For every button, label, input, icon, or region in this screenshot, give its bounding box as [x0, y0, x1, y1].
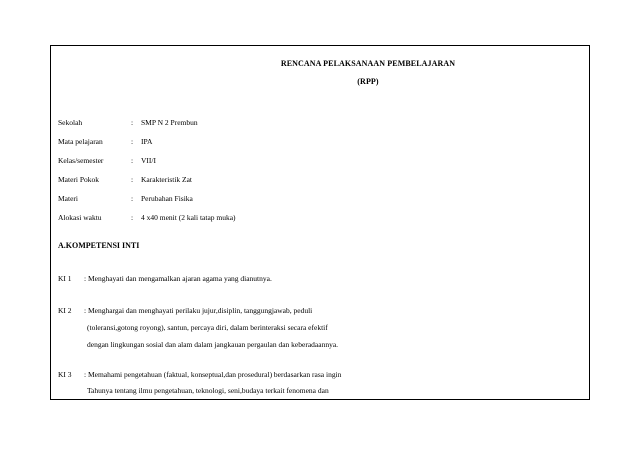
identity-row-time [58, 213, 236, 223]
identity-label: Materi [58, 194, 78, 203]
identity-colon: : [131, 194, 134, 203]
identity-row-main-topic [58, 175, 192, 185]
ki-line: (toleransi,gotong royong), santun, percaya diri, dalam berinteraksi secara efektif [87, 323, 328, 332]
ki-code: KI 2 [58, 306, 72, 315]
identity-value: IPA [141, 137, 153, 146]
identity-label: Sekolah [58, 118, 83, 127]
identity-value: Perubahan Fisika [141, 194, 193, 203]
document-subtitle: (RPP) [357, 77, 379, 86]
identity-value: Karakteristik Zat [141, 175, 193, 184]
ki-line: dengan lingkungan sosial dan alam dalam jangkauan pergaulan dan keberadaannya. [87, 340, 339, 349]
identity-row-material [58, 194, 193, 204]
ki-code: KI 1 [58, 274, 72, 283]
identity-row-subject [58, 137, 152, 147]
identity-value: VII/I [141, 156, 156, 165]
ki-code: KI 3 [58, 370, 72, 379]
identity-label: Materi Pokok [58, 175, 100, 184]
ki-line: : Menghayati dan mengamalkan ajaran agama yang dianutnya. [84, 274, 272, 283]
document-page [50, 45, 590, 400]
identity-value: SMP N 2 Prembun [141, 118, 198, 127]
identity-label: Alokasi waktu [58, 213, 102, 222]
identity-colon: : [131, 156, 134, 165]
identity-label: Mata pelajaran [58, 137, 103, 146]
document-title: RENCANA PELAKSANAAN PEMBELAJARAN [280, 59, 456, 68]
identity-value: 4 x40 menit (2 kali tatap muka) [141, 213, 236, 222]
section-heading: A.KOMPETENSI INTI [58, 241, 140, 250]
identity-colon: : [131, 175, 134, 184]
identity-colon: : [131, 137, 134, 146]
identity-row-class [58, 156, 156, 166]
ki-line: : Memahami pengetahuan (faktual, konseptual,dan prosedural) berdasarkan rasa ingin [84, 370, 342, 379]
ki-line: : Menghargai dan menghayati perilaku jujur,disiplin, tanggungjawab, peduli [84, 306, 313, 315]
ki-line: Tahunya tentang ilmu pengetahuan, teknologi, seni,budaya terkait fenomena dan [87, 386, 329, 395]
identity-label: Kelas/semester [58, 156, 104, 165]
identity-colon: : [131, 213, 134, 222]
identity-row-school [58, 118, 198, 128]
identity-colon: : [131, 118, 134, 127]
